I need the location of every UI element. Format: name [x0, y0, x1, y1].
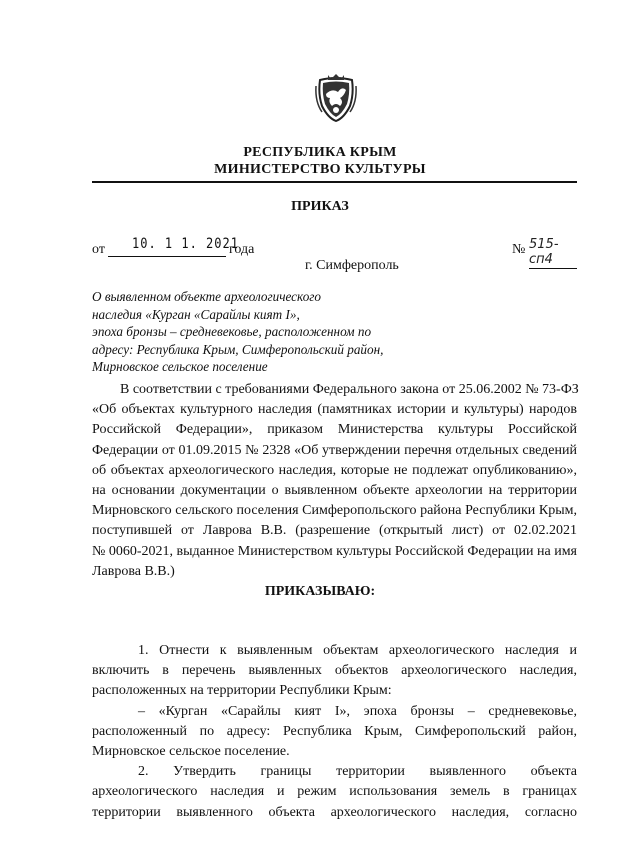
- item-line: археологического наследия и режим использования земель в границах: [92, 784, 577, 800]
- item-line: – «Курган «Сарайлы кият I», эпоха бронзы – средневековье,: [138, 703, 577, 719]
- item-line: включить в перечень выявленных объектов археологического наследия,: [92, 663, 577, 679]
- preamble-line: Лаврова В.В.): [92, 563, 175, 579]
- subject-line: адресу: Республика Крым, Симферопольский район,: [92, 341, 384, 357]
- order-heading: ПРИКАЗЫВАЮ:: [264, 584, 376, 599]
- item-line: Мирновское сельское поселение.: [92, 743, 290, 759]
- city-name: г. Симферополь: [305, 258, 399, 273]
- subject-line: О выявленном объекте археологического: [92, 289, 322, 304]
- preamble-line: Мирновского сельского поселения Симферопольского района Республики Крым,: [92, 503, 577, 519]
- date-underline: [108, 256, 226, 257]
- order-items: [92, 641, 577, 823]
- preamble-line: на основании документации о выявленном объекте археологии на территории: [92, 482, 577, 498]
- header-ministry: МИНИСТЕРСТВО КУЛЬТУРЫ: [214, 162, 426, 177]
- preamble-line: Федерации от 01.09.2015 № 2328 «Об утверждении перечня отдельных сведений: [92, 442, 577, 458]
- preamble-line: Российской Федерации», приказом Министерства культуры Российской: [92, 422, 577, 438]
- document-title: ПРИКАЗ: [291, 199, 349, 214]
- item-line: расположенный по адресу: Республика Крым, Симферопольский район,: [92, 723, 577, 739]
- date-stamp: 10. 1 1. 2021: [132, 234, 239, 252]
- header-divider: [92, 181, 577, 183]
- preamble-line: «Об объектах культурного наследия (памятниках истории и культуры) народов: [92, 402, 577, 418]
- preamble-paragraph: [92, 380, 577, 582]
- from-label: от: [92, 242, 105, 257]
- preamble-line: об объектах археологического наследия, которые не подлежат опубликованию»,: [92, 462, 577, 478]
- item-line: территории выявленного объекта археологического наследия, согласно: [92, 804, 577, 820]
- subject-line: эпоха бронзы – средневековье, расположенном по: [92, 324, 372, 340]
- item-line: 2. Утвердить границы территории выявленного объекта: [138, 764, 577, 780]
- subject-line: наследия «Курган «Сарайлы кият I»,: [92, 306, 300, 322]
- preamble-line: № 0060-2021, выданное Министерством культуры Российской Федерации на имя: [92, 543, 577, 559]
- item-line: 1. Отнести к выявленным объектам археологического наследия и: [138, 643, 577, 658]
- subject-block: [92, 288, 422, 376]
- crimea-coat-of-arms-emblem: [314, 72, 358, 122]
- preamble-line: поступившей от Лаврова В.В. (разрешение (открытый лист) от 02.02.2021: [92, 523, 577, 539]
- number-label: №: [512, 242, 526, 257]
- preamble-line: В соответствии с требованиями Федерального закона от 25.06.2002 № 73-ФЗ: [120, 382, 579, 397]
- item-line: расположенных на территории Республики Крым:: [92, 683, 392, 699]
- year-suffix: года: [229, 242, 255, 257]
- handwritten-number: 515-сп4: [529, 237, 577, 269]
- subject-line: Мирновское сельское поселение: [92, 359, 268, 375]
- header-republic: РЕСПУБЛИКА КРЫМ: [243, 145, 397, 160]
